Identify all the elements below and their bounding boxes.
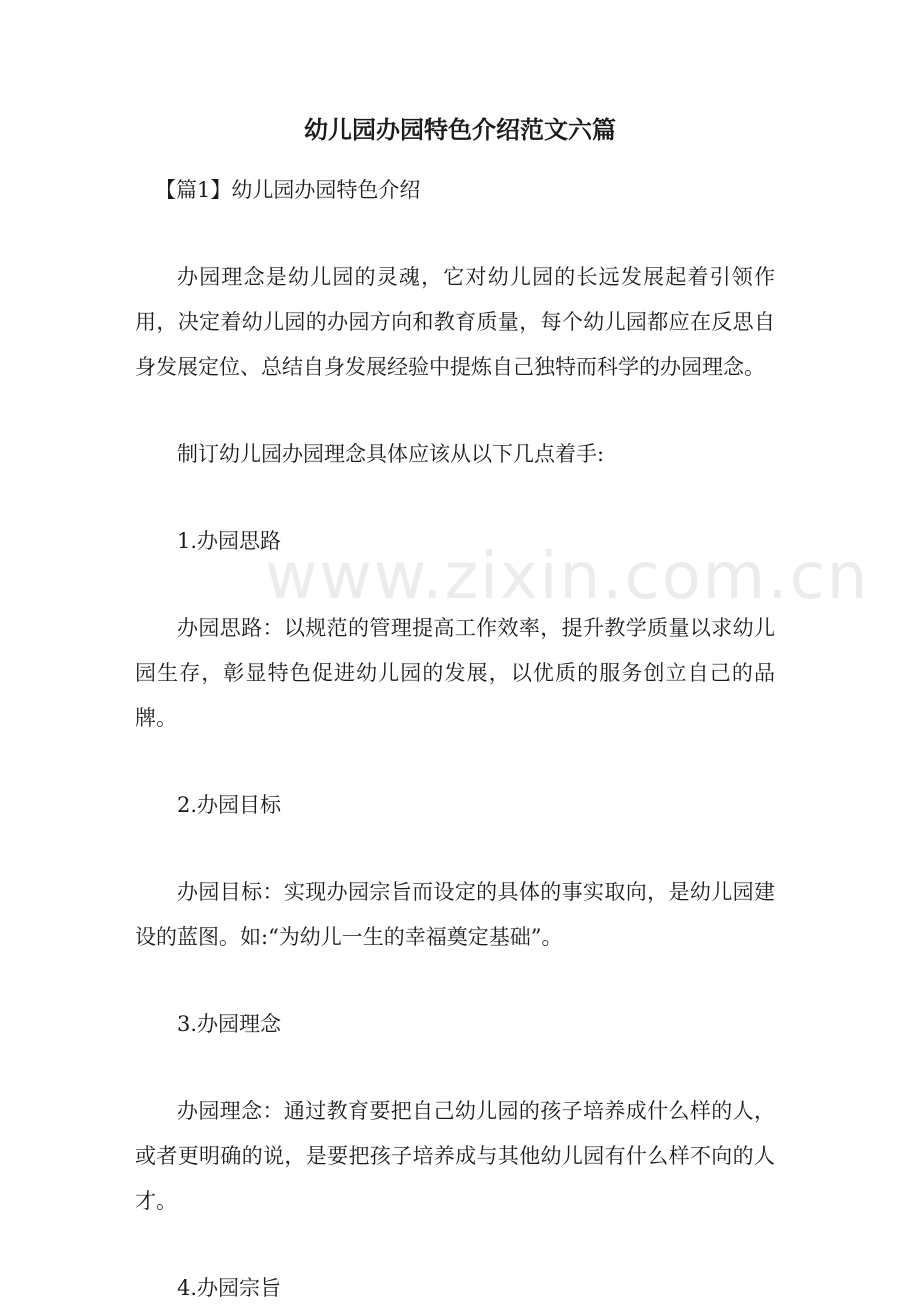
paragraph: 制订幼儿园办园理念具体应该从以下几点着手: [177,442,605,466]
subheading: 4.办园宗旨 [177,1276,282,1300]
paragraph: 办园理念：通过教育要把自己幼儿园的孩子培养成什么样的人，或者更明确的说，是要把孩子培养成与其他幼儿园有什么样不向的人才。 [135,1099,775,1213]
watermark: www.zixin.com.cn [265,540,870,614]
paragraph: 办园思路：以规范的管理提高工作效率，提升教学质量以求幼儿园生存，彰显特色促进幼儿园的发展，以优质的服务创立自己的品牌。 [135,616,775,730]
paragraph: 办园目标：实现办园宗旨而设定的具体的事实取向，是幼儿园建设的蓝图。如:“为幼儿一生的幸福奠定基础”。 [135,880,775,949]
section-heading: 【篇1】幼儿园办园特色介绍 [155,178,421,202]
paragraph: 办园理念是幼儿园的灵魂，它对幼儿园的长远发展起着引领作用，决定着幼儿园的办园方向和教育质量，每个幼儿园都应在反思自身发展定位、总结自身发展经验中提炼自己独特而科学的办园理念。 [135,265,775,379]
document-body [135,168,775,1311]
subheading: 2.办园目标 [177,793,282,817]
subheading: 1.办园思路 [177,529,282,553]
subheading: 3.办园理念 [177,1012,282,1036]
document-title: 幼儿园办园特色介绍范文六篇 [304,115,616,144]
